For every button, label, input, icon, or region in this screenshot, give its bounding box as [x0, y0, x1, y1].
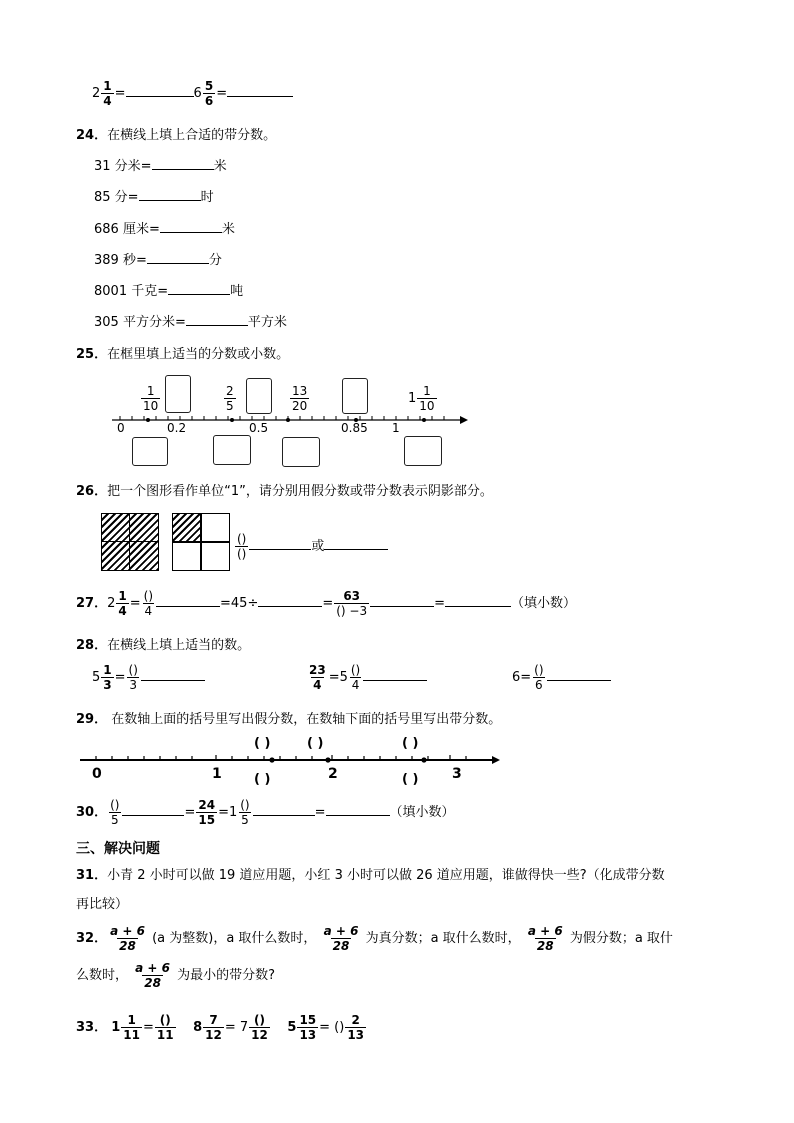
- answer-blank[interactable]: [156, 592, 220, 607]
- q24-item: 31 分米= 米: [94, 155, 227, 174]
- paren-blank[interactable]: ( ): [254, 736, 271, 751]
- paren-blank[interactable]: ( ): [307, 736, 324, 751]
- tick-label: 1: [212, 766, 222, 782]
- question-27: 27．2 $\frac{1}{4}$ = $\frac{()}{4}$ =45÷ = $\frac{63}{() -3}$ = （填小数）: [76, 589, 577, 618]
- shaded-square-quarter: [172, 513, 230, 571]
- answer-box[interactable]: [342, 378, 368, 414]
- tick-label: 0: [117, 421, 125, 435]
- q24-item: 8001 千克= 吨: [94, 280, 243, 299]
- tick-label: 1: [392, 421, 400, 435]
- q25-fraction-label: $\frac{1}{10}$: [143, 384, 159, 413]
- q26-answer: $\frac{()}{()}$ 或: [234, 533, 388, 560]
- answer-blank[interactable]: [324, 535, 388, 550]
- tick-label: 0: [92, 766, 102, 782]
- fraction: $\frac{5}{6}$: [204, 79, 214, 108]
- tick-label: 3: [452, 766, 462, 782]
- shaded-square-full: [101, 513, 159, 571]
- question-33: 33． 1 $\frac{1}{11}$ = $\frac{()}{11}$ 8 $\frac{7}{12}$ = 7 $\frac{()}{12}$ 5 $\frac{15}{13}$ = () $\frac{2}{13}$: [76, 1013, 365, 1042]
- question-31: 31．小青 2 小时可以做 19 道应用题，小红 3 小时可以做 26 道应用题，谁做得快一些?（化成带分数: [76, 868, 665, 883]
- answer-blank[interactable]: [126, 82, 194, 97]
- answer-blank[interactable]: [186, 311, 248, 326]
- question-32-line2: 么数时， $\frac{a + 6}{28}$ 为最小的带分数?: [76, 961, 276, 990]
- tick-label: 0.85: [341, 421, 368, 435]
- answer-blank[interactable]: [363, 666, 427, 681]
- answer-blank[interactable]: [258, 592, 322, 607]
- answer-blank[interactable]: [160, 218, 222, 233]
- question-24-title: 24．在横线上填上合适的带分数。: [76, 128, 277, 143]
- question-30: 30． $\frac{()}{5}$ = $\frac{24}{15}$ =1 $\frac{()}{5}$ = （填小数）: [76, 798, 455, 827]
- question-32: 32． $\frac{a + 6}{28}$ (a 为整数)，a 取什么数时， $\frac{a + 6}{28}$ 为真分数；a 取什么数时， $\frac{a + 6}{28}$ 为假分数；a 取什: [76, 924, 673, 953]
- q24-item: 389 秒= 分: [94, 249, 222, 268]
- answer-box[interactable]: [132, 437, 168, 466]
- tick-label: 0.5: [249, 421, 269, 435]
- answer-blank[interactable]: [445, 592, 511, 607]
- q29-number-line: [78, 752, 502, 768]
- paren-blank[interactable]: ( ): [402, 736, 419, 751]
- q23-tail: 2 $\frac{1}{4}$ = 6 $\frac{5}{6}$ =: [92, 80, 293, 107]
- paren-blank[interactable]: ( ): [402, 772, 419, 787]
- q25-mixed-label: 1 $\frac{1}{10}$: [408, 384, 435, 413]
- answer-box[interactable]: [165, 375, 191, 413]
- answer-blank[interactable]: [227, 82, 293, 97]
- q28-item-c: 6= $\frac{()}{6}$: [512, 664, 611, 691]
- fraction: $\frac{1}{4}$: [103, 79, 112, 108]
- q25-fraction-label: $\frac{2}{5}$: [226, 384, 234, 413]
- tick-label: 0.2: [167, 421, 187, 435]
- answer-box[interactable]: [213, 435, 251, 465]
- answer-box[interactable]: [282, 437, 320, 467]
- answer-blank[interactable]: [147, 249, 209, 264]
- answer-blank[interactable]: [370, 592, 434, 607]
- answer-blank[interactable]: [139, 186, 201, 201]
- answer-blank[interactable]: [141, 666, 205, 681]
- answer-blank[interactable]: [326, 801, 390, 816]
- whole-number: 2: [92, 86, 101, 101]
- answer-blank[interactable]: [249, 535, 311, 550]
- question-26-title: 26．把一个图形看作单位“1”，请分别用假分数或带分数表示阴影部分。: [76, 484, 493, 499]
- answer-blank[interactable]: [547, 666, 611, 681]
- q24-item: 305 平方分米= 平方米: [94, 311, 287, 330]
- q24-item: 686 厘米= 米: [94, 218, 235, 237]
- question-28-title: 28．在横线上填上适当的数。: [76, 638, 251, 653]
- answer-box[interactable]: [246, 378, 272, 414]
- answer-blank[interactable]: [168, 280, 230, 295]
- q28-item-b: $\frac{23}{4}$ =5 $\frac{()}{4}$: [306, 664, 427, 691]
- section-title: 三、解决问题: [76, 841, 160, 857]
- answer-blank[interactable]: [253, 801, 315, 816]
- q24-item: 85 分= 时: [94, 186, 214, 205]
- question-25-title: 25．在框里填上适当的分数或小数。: [76, 347, 290, 362]
- paren-blank[interactable]: ( ): [254, 772, 271, 787]
- tick-label: 2: [328, 766, 338, 782]
- answer-box[interactable]: [404, 436, 442, 466]
- q25-fraction-label: $\frac{13}{20}$: [292, 384, 308, 413]
- question-29-title: 29． 在数轴上面的括号里写出假分数，在数轴下面的括号里写出带分数。: [76, 712, 502, 727]
- q28-item-a: 5 $\frac{1}{3}$ = $\frac{()}{3}$: [92, 664, 205, 691]
- answer-blank[interactable]: [122, 801, 184, 816]
- answer-blank[interactable]: [152, 155, 214, 170]
- question-31-line2: 再比较）: [76, 897, 129, 912]
